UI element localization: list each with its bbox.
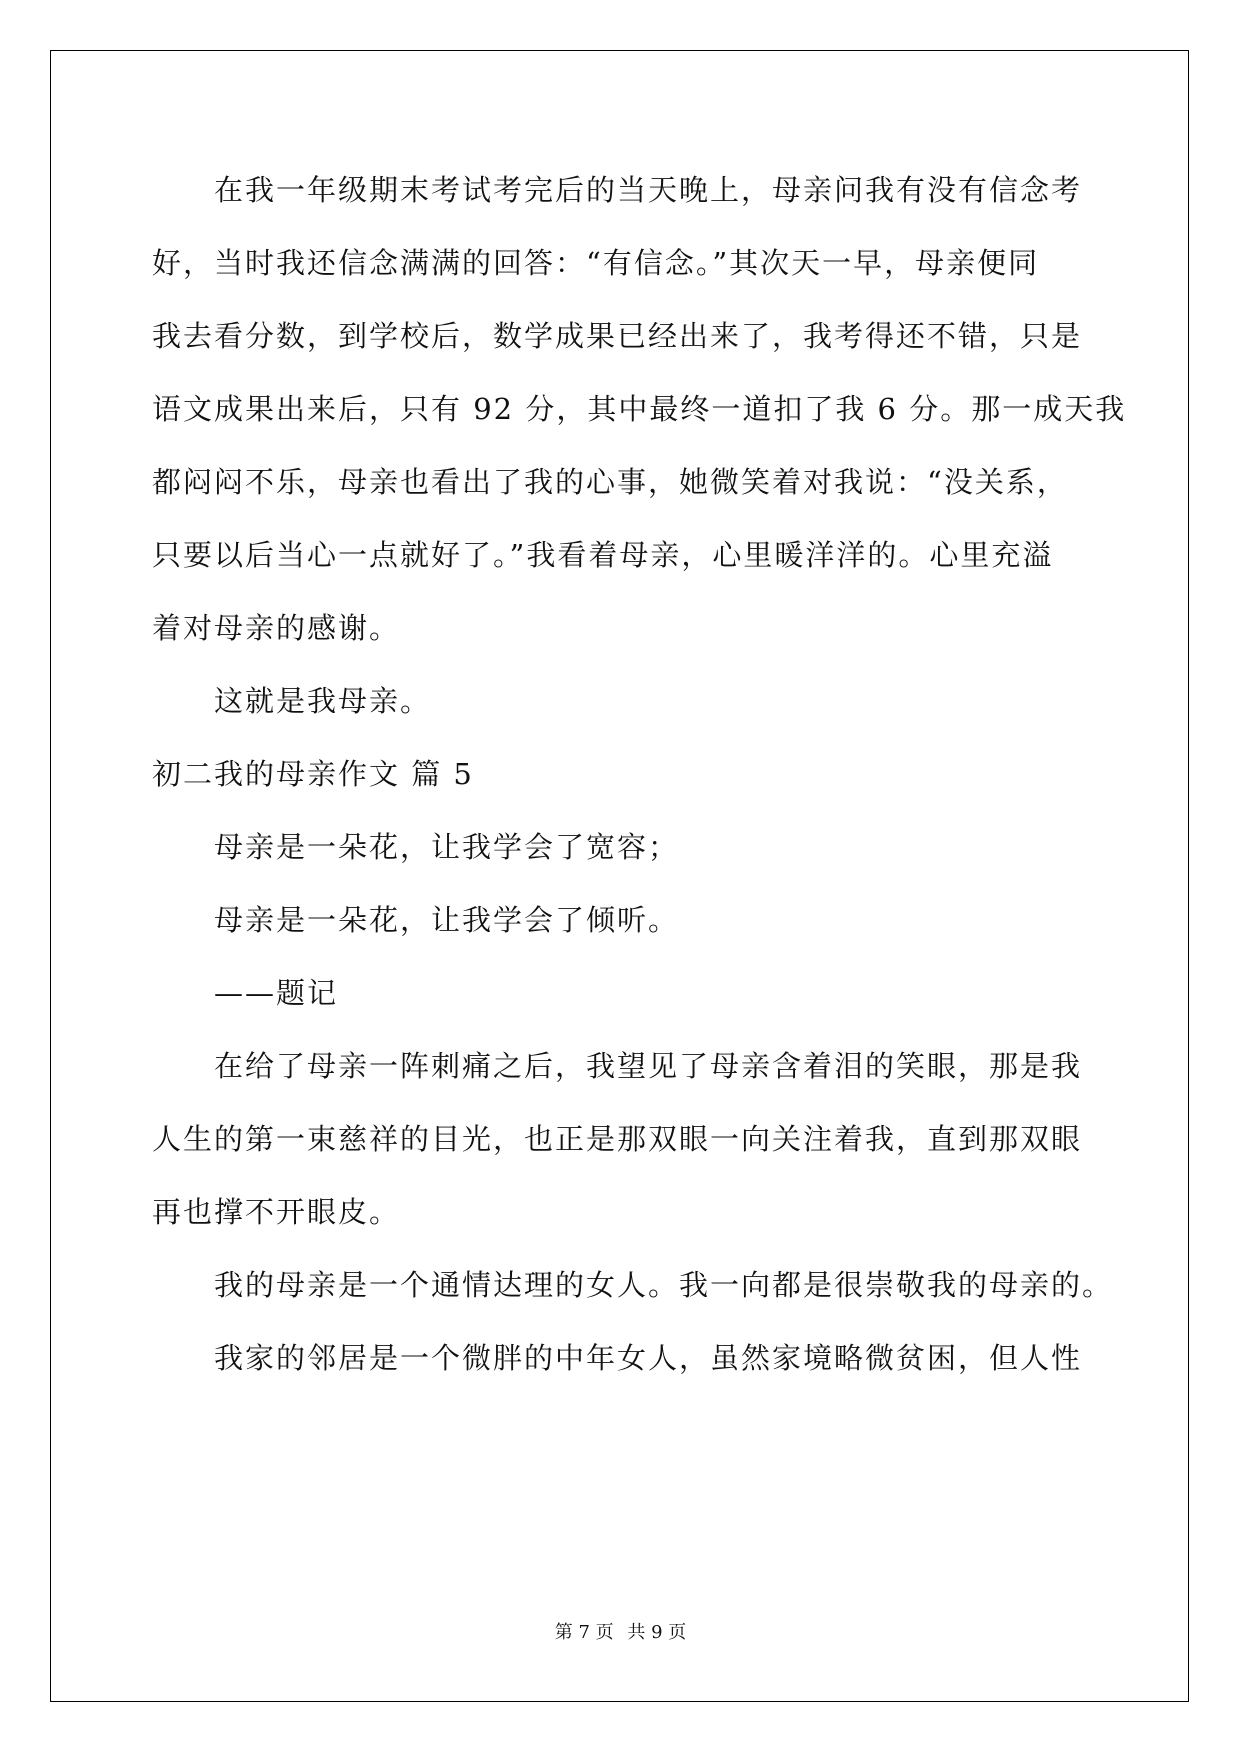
paragraph-line: 着对母亲的感谢。: [152, 611, 401, 645]
paragraph-line: 都闷闷不乐，母亲也看出了我的心事，她微笑着对我说：“没关系，: [152, 465, 1068, 499]
paragraph-line: 在我一年级期末考试考完后的当天晚上，母亲问我有没有信念考: [214, 173, 1083, 207]
paragraph-line: 母亲是一朵花，让我学会了倾听。: [214, 903, 680, 937]
paragraph-line: 语文成果出来后，只有 92 分，其中最终一道扣了我 6 分。那一成天我: [152, 392, 1127, 426]
paragraph-line: 再也撑不开眼皮。: [152, 1195, 401, 1229]
paragraph-line: 人生的第一束慈祥的目光，也正是那双眼一向关注着我，直到那双眼: [152, 1122, 1083, 1156]
paragraph-line: 我去看分数，到学校后，数学成果已经出来了，我考得还不错，只是: [152, 319, 1083, 353]
paragraph-line: 只要以后当心一点就好了。”我看着母亲，心里暖洋洋的。心里充溢: [152, 538, 1054, 572]
page-footer: [0, 1618, 1241, 1644]
page-total: 共 9 页: [627, 1622, 687, 1643]
paragraph-line: 母亲是一朵花，让我学会了宽容；: [214, 830, 680, 864]
paragraph-line: 这就是我母亲。: [214, 684, 432, 718]
paragraph-line: 在给了母亲一阵刺痛之后，我望见了母亲含着泪的笑眼，那是我: [214, 1049, 1083, 1083]
section-heading: 初二我的母亲作文 篇 5: [152, 757, 474, 791]
paragraph-line: 我的母亲是一个通情达理的女人。我一向都是很崇敬我的母亲的。: [214, 1268, 1114, 1302]
page-frame: [50, 50, 1189, 1702]
epigraph-attribution: ——题记: [214, 976, 339, 1010]
page-number: 第 7 页: [554, 1622, 614, 1643]
paragraph-line: 好，当时我还信念满满的回答：“有信念。”其次天一早，母亲便同: [152, 246, 1040, 280]
paragraph-line: 我家的邻居是一个微胖的中年女人，虽然家境略微贫困，但人性: [214, 1341, 1083, 1375]
